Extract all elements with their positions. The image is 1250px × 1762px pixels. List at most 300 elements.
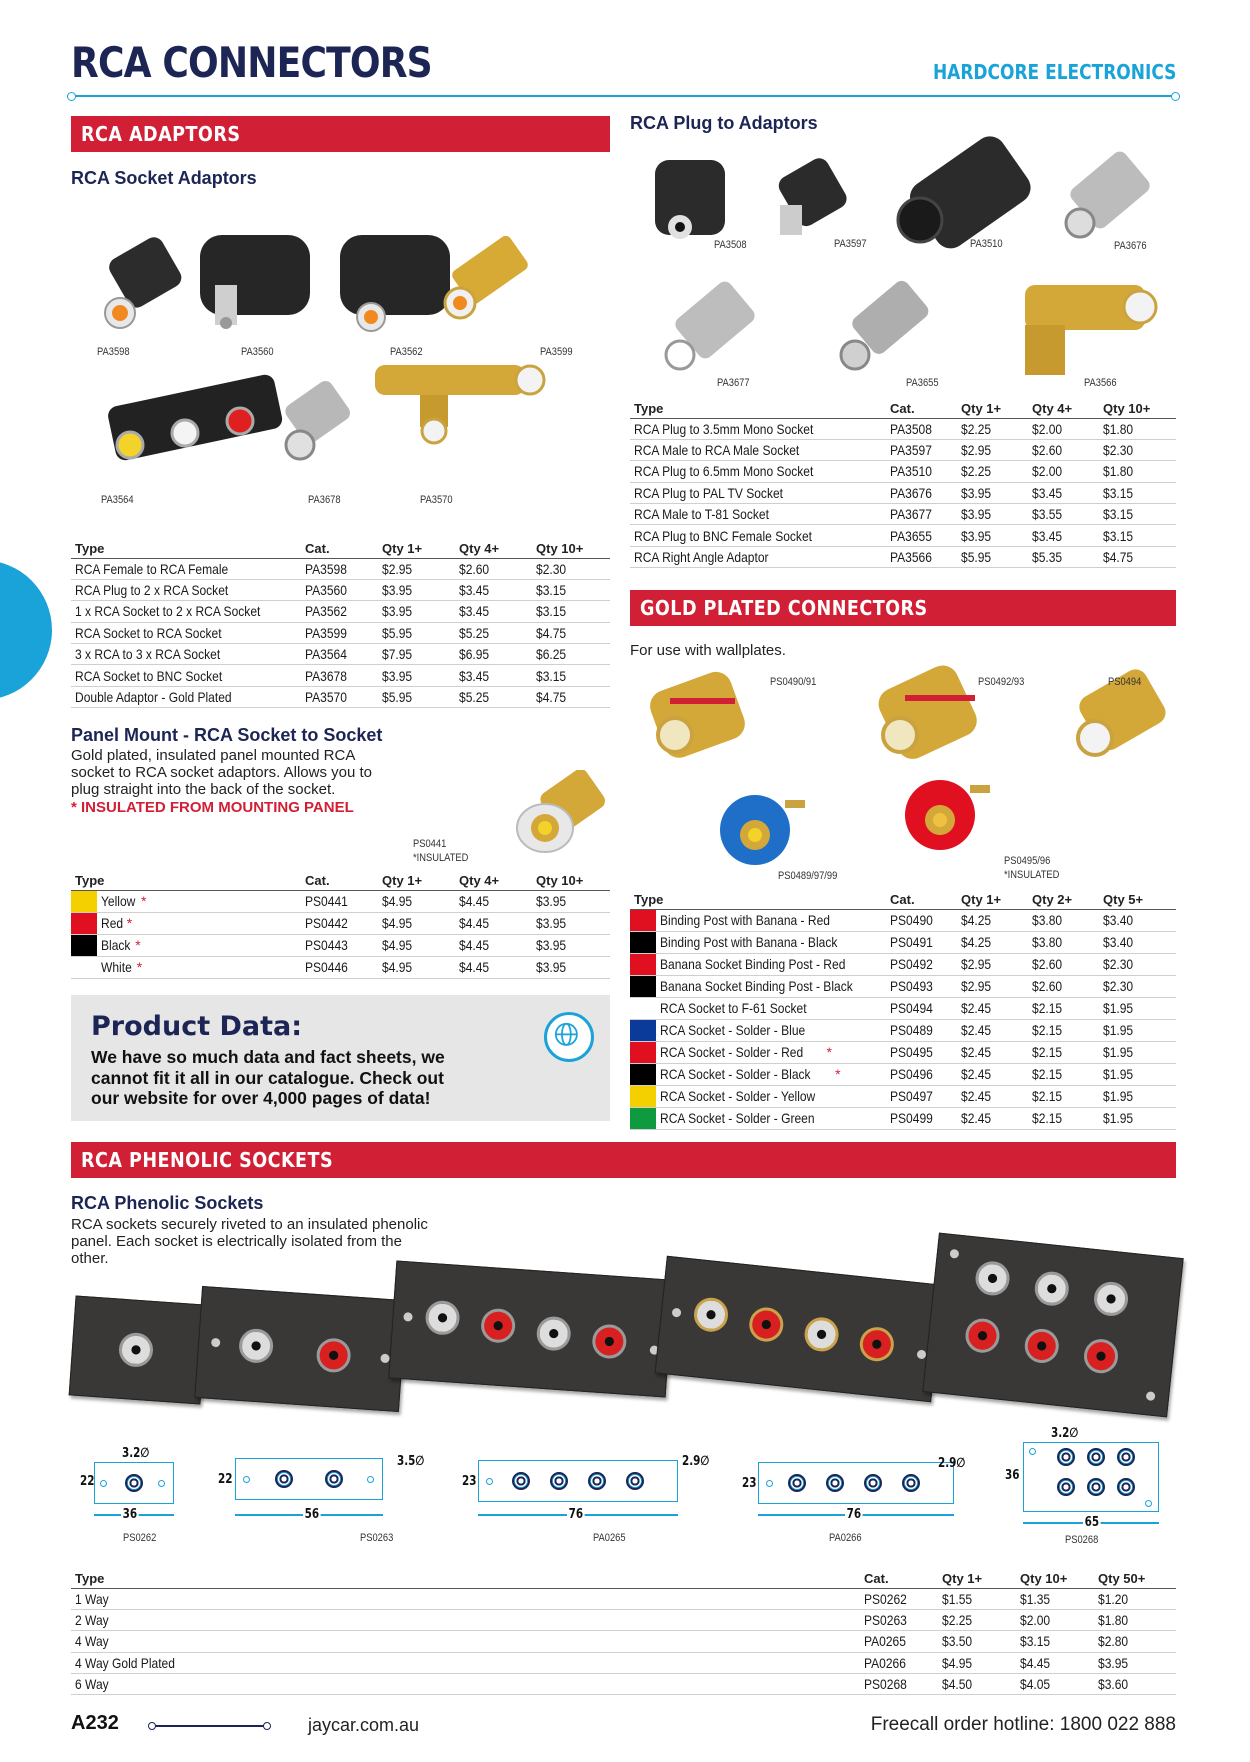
ps0263-diagram: 3.5∅ 22 56 PS0263 (218, 1454, 425, 1544)
cell-cat: PS0489 (886, 1019, 957, 1041)
cell-qty-b: $2.15 (1028, 1041, 1099, 1063)
table-row (630, 975, 1176, 997)
caption-pa3562: PA3562 (390, 346, 423, 358)
cell-qty-c: $1.95 (1099, 1107, 1176, 1129)
cell-qty-b: $3.45 (1028, 482, 1099, 503)
cell-cat: PA3508 (886, 418, 957, 439)
ps0262-diagram: 3.2∅ 22 36 PS0262 (80, 1446, 260, 1556)
cell-qty-b: $5.25 (455, 622, 532, 643)
ps0495-photo (905, 780, 990, 850)
cell-qty-b: $3.45 (455, 579, 532, 600)
cell-qty-b: $4.45 (455, 890, 532, 912)
table-header-row (630, 891, 1176, 909)
caption-ps0492-93: PS0492/93 (978, 676, 1025, 688)
table-row (71, 956, 610, 978)
caption-ps0268: PS0268 (1065, 1534, 1099, 1546)
col-qty10: Qty 10+ (532, 872, 610, 890)
cell-qty-b: $3.80 (1028, 931, 1099, 953)
cell-cat: PA3677 (886, 504, 957, 525)
cell-qty-b: $3.15 (1016, 1631, 1094, 1652)
phenolic-banner: RCA PHENOLIC SOCKETS (71, 1142, 1176, 1178)
table-row (630, 1107, 1176, 1129)
product-data-title: Product Data: (91, 1011, 303, 1042)
cell-type: 1 Way (71, 1588, 860, 1609)
pa0266-diagram: 2.9∅ 23 76 PA0266 (742, 1456, 966, 1544)
cell-qty-a: $2.45 (957, 1063, 1028, 1085)
cell-cat: PS0263 (860, 1609, 938, 1630)
cell-type: Binding Post with Banana - Red (656, 909, 886, 931)
cell-qty-a: $2.25 (957, 461, 1028, 482)
cell-qty-c: $2.30 (532, 558, 610, 579)
col-qty1: Qty 1+ (938, 1570, 1016, 1588)
color-swatch (630, 953, 656, 975)
caption-pa3564: PA3564 (101, 494, 134, 506)
table-row (71, 622, 610, 643)
col-qty4: Qty 4+ (455, 872, 532, 890)
cell-type: RCA Plug to 2 x RCA Socket (71, 579, 301, 600)
cell-qty-a: $4.25 (957, 931, 1028, 953)
cell-qty-a: $2.45 (957, 1107, 1028, 1129)
page-number: A232 (71, 1712, 119, 1734)
color-swatch (71, 890, 97, 912)
cell-type: 6 Way (71, 1674, 860, 1695)
table-row (71, 1652, 1176, 1673)
gold-plated-table (630, 891, 1176, 1130)
pa3562-photo (340, 235, 450, 331)
col-qty1: Qty 1+ (957, 400, 1028, 418)
page-title: RCA CONNECTORS (71, 38, 432, 87)
cell-type: RCA Socket to F-61 Socket (656, 997, 886, 1019)
color-swatch (630, 975, 656, 997)
cell-qty-a: $4.25 (957, 909, 1028, 931)
phenolic-heading: RCA Phenolic Sockets (71, 1193, 264, 1213)
caption-ps0441: PS0441 (413, 838, 447, 850)
table-row (630, 1041, 1176, 1063)
table-row (630, 546, 1176, 567)
cell-qty-b: $2.15 (1028, 997, 1099, 1019)
cell-type: RCA Male to RCA Male Socket (630, 439, 886, 460)
cell-type: RCA Plug to PAL TV Socket (630, 482, 886, 503)
table-header-row (71, 1570, 1176, 1588)
cell-qty-c: $2.30 (1099, 439, 1176, 460)
website-link[interactable]: jaycar.com.au (308, 1715, 420, 1735)
cell-cat: PA3566 (886, 546, 957, 567)
table-row (71, 644, 610, 665)
caption-pa3560: PA3560 (241, 346, 274, 358)
cell-qty-c: $3.40 (1099, 909, 1176, 931)
pa3677-photo (666, 278, 758, 369)
color-swatch (71, 956, 97, 978)
ps0268-diagram: 3.2∅ 36 65 PS0268 (1005, 1426, 1175, 1556)
caption-ps0262: PS0262 (123, 1532, 157, 1544)
globe-icon[interactable] (544, 1012, 594, 1062)
cell-qty-c: $3.95 (532, 912, 610, 934)
cell-cat: PA3676 (886, 482, 957, 503)
cell-qty-a: $3.50 (938, 1631, 1016, 1652)
pa3598-photo (105, 234, 185, 328)
caption-pa3597: PA3597 (834, 238, 867, 250)
col-type: Type (71, 540, 301, 558)
cell-type: 3 x RCA to 3 x RCA Socket (71, 644, 301, 665)
col-cat: Cat. (886, 891, 957, 909)
cell-qty-a: $1.55 (938, 1588, 1016, 1609)
cell-qty-a: $3.95 (957, 482, 1028, 503)
ps0489-photo (720, 795, 805, 865)
caption-pa3676: PA3676 (1114, 240, 1147, 252)
table-header-row (71, 872, 610, 890)
panel-mount-warning: * INSULATED FROM MOUNTING PANEL (71, 799, 354, 816)
caption-pa3510: PA3510 (970, 238, 1003, 250)
cell-qty-c: $1.95 (1099, 1085, 1176, 1107)
cell-qty-b: $4.45 (455, 956, 532, 978)
cell-type: 4 Way (71, 1631, 860, 1652)
col-qty1: Qty 1+ (378, 540, 455, 558)
pa3655-photo (841, 278, 932, 369)
ps0490-photo (646, 667, 750, 762)
cell-qty-c: $1.95 (1099, 1063, 1176, 1085)
table-row (630, 1019, 1176, 1041)
color-swatch (630, 1041, 656, 1063)
cell-qty-b: $2.60 (1028, 975, 1099, 997)
cell-qty-a: $5.95 (957, 546, 1028, 567)
pa3599-photo (445, 234, 530, 318)
insulated-marker: * (826, 1044, 832, 1060)
ps0268-panel-photo (922, 1233, 1183, 1418)
cell-qty-c: $4.75 (1099, 546, 1176, 567)
gold-plated-banner: GOLD PLATED CONNECTORS (630, 590, 1176, 626)
col-qty10: Qty 10+ (532, 540, 610, 558)
table-row (630, 525, 1176, 546)
panel-mount-description: Gold plated, insulated panel mounted RCA socket to RCA socket adaptors. Allows you to plug straight into the back of the socket. (71, 747, 372, 798)
color-swatch (630, 1063, 656, 1085)
insulated-marker: * (135, 937, 141, 953)
cell-qty-c: $1.80 (1094, 1609, 1176, 1630)
cell-qty-a: $3.95 (378, 579, 455, 600)
caption-pa3677: PA3677 (717, 377, 750, 389)
pa0266-panel-photo (655, 1256, 944, 1402)
gold-plated-intro: For use with wallplates. (630, 642, 786, 659)
cell-cat: PS0268 (860, 1674, 938, 1695)
hotline-text: Freecall order hotline: 1800 022 888 (870, 1714, 1176, 1735)
col-type: Type (71, 872, 301, 890)
cell-qty-b: $2.15 (1028, 1085, 1099, 1107)
ps0441-photo (505, 770, 615, 870)
col-qty4: Qty 4+ (455, 540, 532, 558)
pa3566-photo (1025, 285, 1156, 375)
cell-qty-c: $3.15 (532, 601, 610, 622)
cell-type: Banana Socket Binding Post - Red (656, 953, 886, 975)
col-type: Type (630, 891, 886, 909)
cell-qty-c: $2.30 (1099, 975, 1176, 997)
cell-qty-b: $5.25 (455, 686, 532, 707)
rca-adaptors-banner: RCA ADAPTORS (71, 116, 610, 152)
cell-qty-a: $3.95 (378, 665, 455, 686)
cell-qty-b: $2.00 (1028, 418, 1099, 439)
cell-qty-a: $7.95 (378, 644, 455, 665)
cell-qty-c: $3.95 (532, 956, 610, 978)
caption-pa0265: PA0265 (593, 1532, 626, 1544)
cell-qty-c: $3.60 (1094, 1674, 1176, 1695)
table-row (71, 1588, 1176, 1609)
col-qty50: Qty 50+ (1094, 1570, 1176, 1588)
ps0262-panel-photo (69, 1296, 208, 1405)
table-header-row (71, 540, 610, 558)
pa3510-photo (898, 135, 1037, 255)
table-row (630, 482, 1176, 503)
cell-qty-b: $4.45 (1016, 1652, 1094, 1673)
rca-socket-adaptors-heading: RCA Socket Adaptors (71, 168, 257, 188)
cell-qty-c: $1.20 (1094, 1588, 1176, 1609)
phenolic-table (71, 1570, 1176, 1695)
caption-pa3655: PA3655 (906, 377, 939, 389)
caption-ps0495-96: PS0495/96 (1004, 855, 1051, 867)
cell-cat: PS0496 (886, 1063, 957, 1085)
gold-plated-photos (635, 660, 1180, 875)
cell-cat: PS0495 (886, 1041, 957, 1063)
cell-qty-c: $6.25 (532, 644, 610, 665)
col-cat: Cat. (886, 400, 957, 418)
table-row (630, 909, 1176, 931)
col-qty2: Qty 2+ (1028, 891, 1099, 909)
col-qty10: Qty 10+ (1016, 1570, 1094, 1588)
table-row (630, 997, 1176, 1019)
caption-ps0490-91: PS0490/91 (770, 676, 817, 688)
cell-qty-a: $2.95 (957, 975, 1028, 997)
rca-socket-adaptors-table (71, 540, 610, 708)
insulated-marker: * (835, 1066, 841, 1082)
caption-pa3570: PA3570 (420, 494, 453, 506)
cell-cat: PA3598 (301, 558, 378, 579)
table-row (71, 934, 610, 956)
cell-qty-b: $2.00 (1016, 1609, 1094, 1630)
caption-insulated: *INSULATED (413, 852, 469, 864)
col-qty1: Qty 1+ (378, 872, 455, 890)
cell-qty-b: $2.60 (455, 558, 532, 579)
cell-qty-b: $5.35 (1028, 546, 1099, 567)
cell-qty-a: $2.45 (957, 1019, 1028, 1041)
color-swatch (630, 1019, 656, 1041)
col-type: Type (71, 1570, 860, 1588)
pa3564-photo (106, 373, 284, 462)
pa0265-panel-photo (388, 1260, 674, 1397)
cell-qty-c: $3.95 (532, 934, 610, 956)
col-cat: Cat. (301, 872, 378, 890)
cell-qty-c: $4.75 (532, 622, 610, 643)
table-row (630, 418, 1176, 439)
cell-type: Double Adaptor - Gold Plated (71, 686, 301, 707)
cell-qty-c: $1.95 (1099, 1019, 1176, 1041)
cell-qty-c: $3.15 (1099, 525, 1176, 546)
cell-qty-b: $2.60 (1028, 953, 1099, 975)
header-rule (71, 95, 1176, 97)
table-row (71, 558, 610, 579)
table-row (630, 1085, 1176, 1107)
cell-cat: PA3597 (886, 439, 957, 460)
cell-cat: PA0265 (860, 1631, 938, 1652)
caption-pa3508: PA3508 (714, 239, 747, 251)
cell-qty-a: $2.95 (957, 439, 1028, 460)
cell-cat: PS0491 (886, 931, 957, 953)
cell-qty-b: $3.80 (1028, 909, 1099, 931)
color-swatch (630, 909, 656, 931)
cell-cat: PA3570 (301, 686, 378, 707)
rca-plug-adaptors-table (630, 400, 1176, 568)
caption-pa3678: PA3678 (308, 494, 341, 506)
insulated-marker: * (140, 893, 147, 909)
col-qty10: Qty 10+ (1099, 400, 1176, 418)
caption-ps0489-97-99: PS0489/97/99 (778, 870, 838, 882)
color-swatch (630, 1085, 656, 1107)
rca-socket-adaptors-photos (75, 205, 605, 505)
cell-qty-b: $3.55 (1028, 504, 1099, 525)
cell-qty-a: $2.45 (957, 1085, 1028, 1107)
cell-qty-a: $4.95 (938, 1652, 1016, 1673)
cell-cat: PA3564 (301, 644, 378, 665)
cell-qty-b: $4.05 (1016, 1674, 1094, 1695)
cell-cat: PS0494 (886, 997, 957, 1019)
cell-type: Red * (97, 912, 301, 934)
cell-type: RCA Socket - Solder - Black * (656, 1063, 886, 1085)
cell-qty-c: $3.95 (532, 890, 610, 912)
cell-type: RCA Socket - Solder - Yellow (656, 1085, 886, 1107)
cell-qty-c: $3.15 (1099, 504, 1176, 525)
cell-type: Banana Socket Binding Post - Black (656, 975, 886, 997)
cell-qty-c: $3.15 (532, 665, 610, 686)
cell-qty-a: $2.45 (957, 997, 1028, 1019)
cell-qty-b: $2.15 (1028, 1063, 1099, 1085)
pa3508-photo (655, 160, 725, 239)
ps0492-photo (873, 660, 982, 764)
cell-cat: PS0493 (886, 975, 957, 997)
cell-cat: PS0262 (860, 1588, 938, 1609)
cell-type: 2 Way (71, 1609, 860, 1630)
cell-qty-b: $4.45 (455, 934, 532, 956)
color-swatch (630, 1107, 656, 1129)
cell-cat: PS0492 (886, 953, 957, 975)
cell-qty-b: $2.60 (1028, 439, 1099, 460)
table-row (71, 1674, 1176, 1695)
table-header-row (630, 400, 1176, 418)
col-type: Type (630, 400, 886, 418)
cell-type: RCA Plug to 6.5mm Mono Socket (630, 461, 886, 482)
cell-qty-a: $2.45 (957, 1041, 1028, 1063)
cell-qty-a: $2.95 (957, 953, 1028, 975)
caption-insulated: *INSULATED (1004, 869, 1060, 881)
section-side-tab (0, 560, 52, 700)
cell-qty-c: $3.40 (1099, 931, 1176, 953)
cell-cat: PA3560 (301, 579, 378, 600)
table-row (71, 686, 610, 707)
pa3560-photo (200, 235, 310, 329)
cell-cat: PA3599 (301, 622, 378, 643)
cell-qty-c: $1.95 (1099, 1041, 1176, 1063)
cell-qty-c: $4.75 (532, 686, 610, 707)
cell-qty-a: $4.95 (378, 956, 455, 978)
cell-type: RCA Plug to 3.5mm Mono Socket (630, 418, 886, 439)
cell-qty-c: $1.80 (1099, 418, 1176, 439)
col-cat: Cat. (301, 540, 378, 558)
cell-cat: PA3510 (886, 461, 957, 482)
caption-pa3566: PA3566 (1084, 377, 1117, 389)
table-row (71, 665, 610, 686)
pa3570-photo (375, 365, 544, 443)
table-row (630, 953, 1176, 975)
cell-cat: PS0490 (886, 909, 957, 931)
cell-type: Binding Post with Banana - Black (656, 931, 886, 953)
cell-qty-c: $2.30 (1099, 953, 1176, 975)
color-swatch (71, 912, 97, 934)
panel-mount-heading: Panel Mount - RCA Socket to Socket (71, 725, 383, 745)
table-row (630, 1063, 1176, 1085)
cell-cat: PS0443 (301, 934, 378, 956)
insulated-marker: * (126, 915, 133, 931)
cell-type: RCA Socket to BNC Socket (71, 665, 301, 686)
cell-qty-a: $3.95 (957, 504, 1028, 525)
cell-qty-c: $3.15 (1099, 482, 1176, 503)
pa3597-photo (775, 155, 850, 235)
caption-ps0263: PS0263 (360, 1532, 394, 1544)
cell-qty-a: $5.95 (378, 622, 455, 643)
pa0265-diagram: 2.9∅ 23 76 PA0265 (462, 1454, 710, 1544)
panel-mount-table (71, 872, 610, 979)
cell-cat: PA3678 (301, 665, 378, 686)
cell-qty-c: $3.95 (1094, 1652, 1176, 1673)
cell-type: RCA Socket - Solder - Green (656, 1107, 886, 1129)
cell-qty-c: $1.95 (1099, 997, 1176, 1019)
phenolic-description: RCA sockets securely riveted to an insulated phenolic panel. Each socket is electrically isolated from the other. (71, 1216, 428, 1267)
cell-qty-b: $2.00 (1028, 461, 1099, 482)
cell-qty-a: $4.50 (938, 1674, 1016, 1695)
cell-qty-a: $3.95 (378, 601, 455, 622)
cell-type: RCA Socket - Solder - Red * (656, 1041, 886, 1063)
cell-qty-b: $4.45 (455, 912, 532, 934)
cell-qty-a: $4.95 (378, 934, 455, 956)
product-data-box (71, 995, 610, 1121)
cell-qty-a: $2.95 (378, 558, 455, 579)
cell-cat: PA3655 (886, 525, 957, 546)
cell-type: RCA Right Angle Adaptor (630, 546, 886, 567)
cell-qty-b: $2.15 (1028, 1019, 1099, 1041)
cell-cat: PS0497 (886, 1085, 957, 1107)
table-row (71, 912, 610, 934)
cell-type: 1 x RCA Socket to 2 x RCA Socket (71, 601, 301, 622)
rca-plug-adaptors-photos (640, 135, 1180, 385)
cell-qty-a: $3.95 (957, 525, 1028, 546)
caption-pa3598: PA3598 (97, 346, 130, 358)
cell-qty-b: $3.45 (455, 601, 532, 622)
cell-qty-a: $2.25 (938, 1609, 1016, 1630)
pa3678-photo (282, 378, 353, 459)
col-qty5: Qty 5+ (1099, 891, 1176, 909)
cell-cat: PA0266 (860, 1652, 938, 1673)
cell-qty-a: $4.95 (378, 912, 455, 934)
table-row (71, 579, 610, 600)
ps0263-panel-photo (194, 1286, 406, 1412)
table-row (630, 439, 1176, 460)
col-qty4: Qty 4+ (1028, 400, 1099, 418)
cell-cat: PA3562 (301, 601, 378, 622)
cell-type: RCA Male to T-81 Socket (630, 504, 886, 525)
cell-qty-b: $3.45 (1028, 525, 1099, 546)
table-row (630, 931, 1176, 953)
caption-pa0266: PA0266 (829, 1532, 862, 1544)
color-swatch (630, 997, 656, 1019)
color-swatch (71, 934, 97, 956)
caption-ps0494: PS0494 (1108, 676, 1142, 688)
cell-type: Yellow * (97, 890, 301, 912)
cell-qty-b: $2.15 (1028, 1107, 1099, 1129)
cell-type: 4 Way Gold Plated (71, 1652, 860, 1673)
